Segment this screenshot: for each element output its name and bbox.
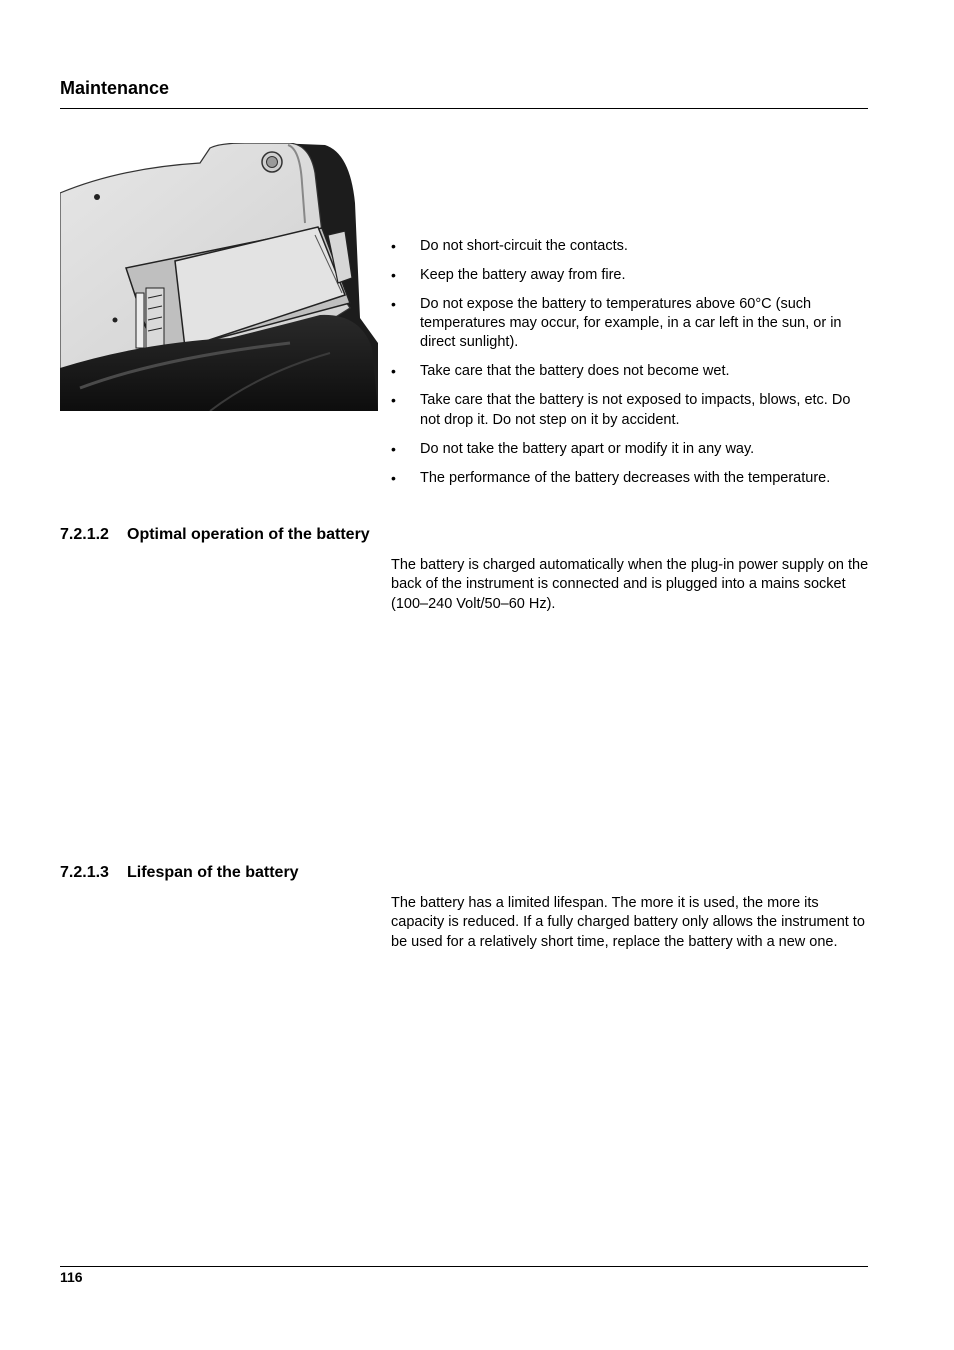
bullet-glyph: • (391, 267, 396, 283)
section-heading-lifespan (60, 864, 299, 882)
list-item (391, 237, 871, 256)
bullet-glyph: • (391, 296, 396, 312)
battery-compartment-illustration (60, 143, 378, 411)
list-item (391, 469, 871, 488)
list-item (391, 295, 871, 353)
list-item (391, 266, 871, 285)
page-header-title: Maintenance (60, 78, 170, 98)
bullet-glyph: • (391, 440, 396, 457)
section-number: 7.2.1.3 (60, 864, 109, 881)
header-divider (60, 108, 868, 109)
footer-divider (60, 1266, 868, 1267)
page-number: 116 (60, 1269, 83, 1285)
list-item (391, 440, 871, 459)
bullet-glyph: • (391, 392, 396, 409)
bullet-glyph: • (391, 363, 396, 380)
list-item-text: Do not expose the battery to temperatures above 60°C (such temperatures may occur, for example, in a car left in the sun, or in direct sunlight). (420, 296, 842, 351)
section-title: Lifespan of the battery (127, 864, 299, 881)
section-number: 7.2.1.2 (60, 526, 109, 543)
list-item-text: Do not short-circuit the contacts. (420, 238, 628, 254)
list-item-text: Take care that the battery does not become wet. (420, 363, 730, 380)
list-item-text: Take care that the battery is not exposed to impacts, blows, etc. Do not drop it. Do not step on it by accident. (420, 392, 851, 428)
section-heading-optimal-operation (60, 526, 370, 544)
battery-safety-list (391, 237, 871, 498)
list-item-text: The performance of the battery decreases with the temperature. (420, 469, 831, 486)
list-item-text: Do not take the battery apart or modify it in any way. (420, 440, 755, 457)
bullet-glyph: • (391, 238, 396, 254)
list-item (391, 391, 871, 429)
list-item (391, 362, 871, 381)
section-body-optimal-operation: The battery is charged automatically when the plug-in power supply on the back of the instrument is connected and is plugged into a mains socket (100–240 Volt/50–60 Hz). (391, 557, 869, 612)
section-body-lifespan: The battery has a limited lifespan. The more it is used, the more its capacity is reduced. If a fully charged battery only allows the instrument to be used for a relatively short time, replace the battery with a new one. (391, 895, 865, 950)
list-item-text: Keep the battery away from fire. (420, 267, 626, 283)
section-title: Optimal operation of the battery (127, 526, 370, 543)
bullet-glyph: • (391, 469, 396, 486)
